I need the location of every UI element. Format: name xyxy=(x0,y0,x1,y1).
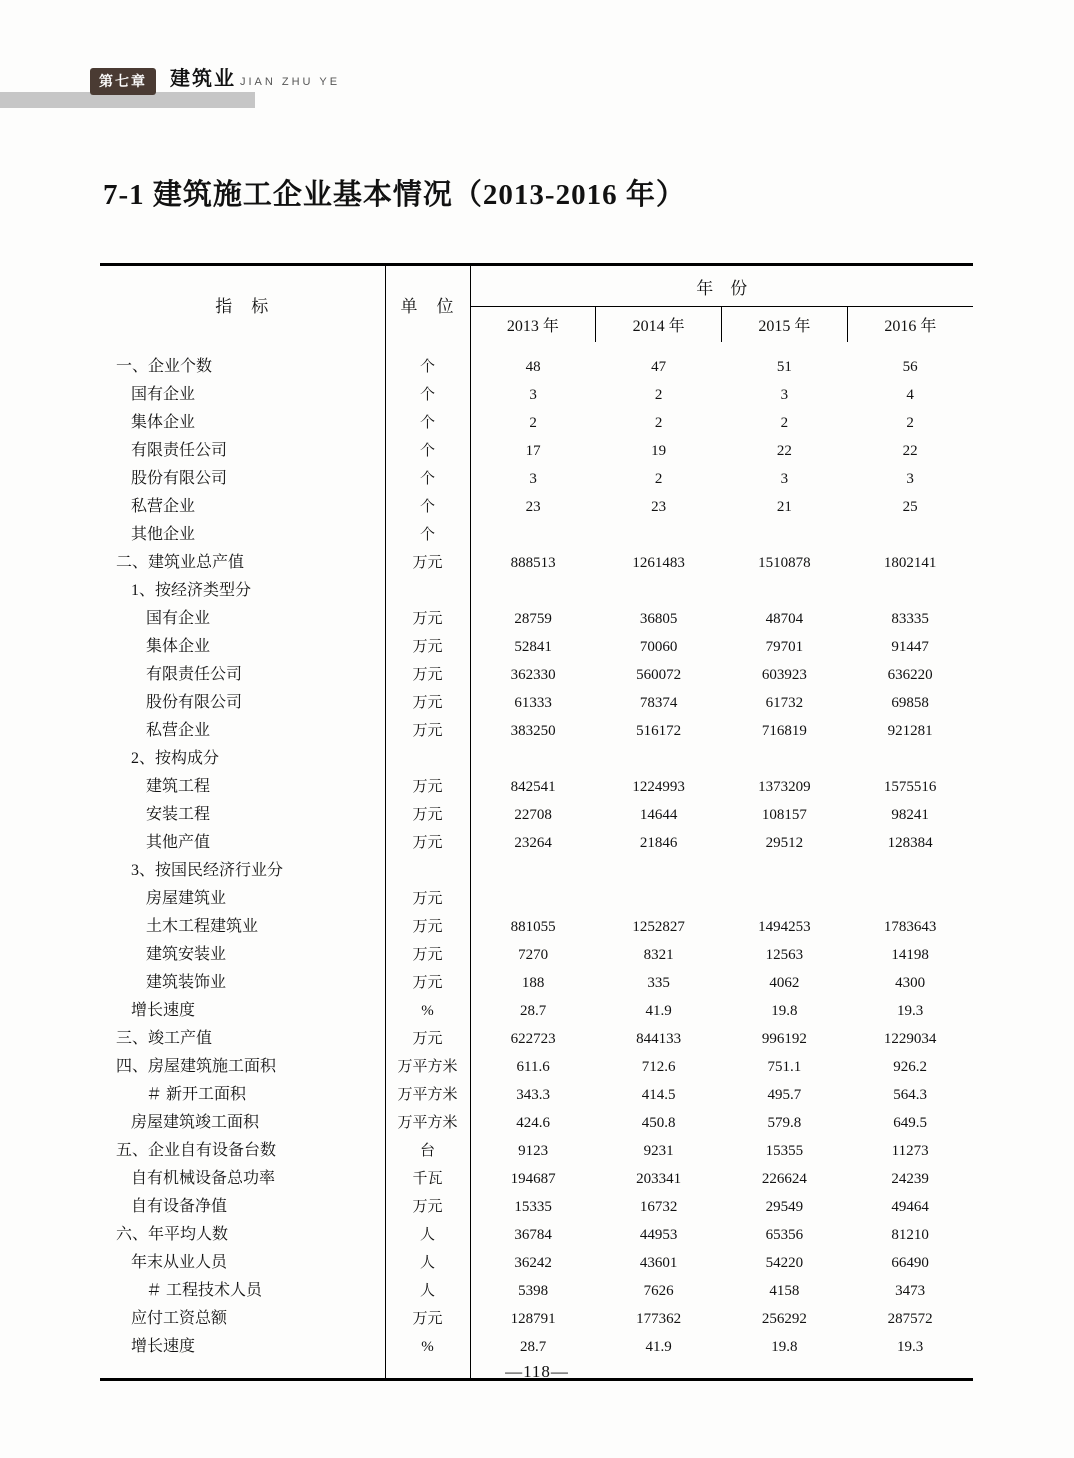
indicator-cell: 二、建筑业总产值 xyxy=(100,549,385,577)
value-cell-2014: 47 xyxy=(651,359,667,375)
value-cell-2014: 43601 xyxy=(639,1255,678,1271)
value-cell-2014: 414.5 xyxy=(641,1087,676,1103)
indicator-cell: 建筑装饰业 xyxy=(100,969,385,997)
unit-cell: 万元 xyxy=(385,633,470,661)
statistics-table xyxy=(100,263,973,1381)
table-row xyxy=(100,1165,973,1193)
table-row xyxy=(100,717,973,745)
value-cell-2015: 21 xyxy=(776,499,792,515)
indicator-cell: 股份有限公司 xyxy=(100,465,385,493)
value-cell-2015: 12563 xyxy=(765,947,804,963)
value-cell-2016: 56 xyxy=(902,359,918,375)
unit-cell: 万元 xyxy=(385,549,470,577)
indicator-cell: 三、竣工产值 xyxy=(100,1025,385,1053)
indicator-cell: 应付工资总额 xyxy=(100,1305,385,1333)
value-cell-2016: 564.3 xyxy=(893,1087,927,1103)
unit-cell: 万元 xyxy=(385,1025,470,1053)
value-cell-2013: 28.7 xyxy=(520,1339,547,1355)
value-cell-2015: 1494253 xyxy=(758,919,811,935)
unit-cell: 万元 xyxy=(385,1193,470,1221)
indicator-cell: 私营企业 xyxy=(100,717,385,745)
table-row xyxy=(100,885,973,913)
indicator-cell: 建筑工程 xyxy=(100,773,385,801)
value-cell-2013: 3 xyxy=(529,471,537,487)
indicator-cell: 3、按国民经济行业分 xyxy=(100,857,385,885)
value-cell-2013 xyxy=(470,521,596,549)
value-cell-2014: 16732 xyxy=(639,1199,678,1215)
value-cell-2014: 70060 xyxy=(639,639,678,655)
table-row xyxy=(100,493,973,521)
value-cell-2014: 44953 xyxy=(639,1227,678,1243)
unit-cell: 千瓦 xyxy=(385,1165,470,1193)
value-cell-2013: 3 xyxy=(529,387,537,403)
unit-cell: % xyxy=(385,1333,470,1380)
value-cell-2015 xyxy=(722,885,848,913)
value-cell-2016: 98241 xyxy=(891,807,929,823)
unit-cell: 万元 xyxy=(385,661,470,689)
value-cell-2015: 48704 xyxy=(765,611,804,627)
value-cell-2013: 17 xyxy=(525,443,541,459)
indicator-cell: 其他产值 xyxy=(100,829,385,857)
value-cell-2016: 3473 xyxy=(895,1283,926,1299)
unit-cell: 个 xyxy=(385,437,470,465)
value-cell-2015: 2 xyxy=(780,415,789,431)
value-cell-2014: 78374 xyxy=(639,695,678,711)
value-cell-2014 xyxy=(596,857,722,885)
unit-cell: 万元 xyxy=(385,1305,470,1333)
value-cell-2016: 11273 xyxy=(891,1143,929,1159)
value-cell-2015: 751.1 xyxy=(767,1059,802,1075)
value-cell-2016: 69858 xyxy=(891,695,929,711)
value-cell-2013: 61333 xyxy=(514,695,552,711)
indicator-cell: 一、企业个数 xyxy=(100,342,385,381)
table-row xyxy=(100,857,973,885)
value-cell-2013: 52841 xyxy=(514,639,552,655)
value-cell-2014: 21846 xyxy=(639,835,678,851)
unit-cell: 个 xyxy=(385,521,470,549)
value-cell-2014: 2 xyxy=(654,387,663,403)
unit-cell: 万元 xyxy=(385,689,470,717)
value-cell-2016: 22 xyxy=(902,443,918,459)
value-cell-2015: 15355 xyxy=(765,1143,804,1159)
value-cell-2014 xyxy=(596,745,722,773)
unit-cell: 万元 xyxy=(385,773,470,801)
table-row xyxy=(100,465,973,493)
indicator-cell: 增长速度 xyxy=(100,997,385,1025)
value-cell-2014: 203341 xyxy=(636,1171,682,1187)
chapter-pinyin: JIAN ZHU YE xyxy=(240,76,341,88)
table-row xyxy=(100,1249,973,1277)
value-cell-2013: 7270 xyxy=(518,947,549,963)
indicator-cell: 安装工程 xyxy=(100,801,385,829)
value-cell-2015: 108157 xyxy=(761,807,807,823)
value-cell-2014: 335 xyxy=(647,975,670,991)
table-row xyxy=(100,969,973,997)
table-row xyxy=(100,1221,973,1249)
value-cell-2013: 881055 xyxy=(510,919,556,935)
value-cell-2015 xyxy=(722,521,848,549)
indicator-cell: 集体企业 xyxy=(100,633,385,661)
table-body xyxy=(100,342,973,1380)
value-cell-2014: 450.8 xyxy=(641,1115,676,1131)
unit-cell: 万元 xyxy=(385,829,470,857)
value-cell-2015: 226624 xyxy=(761,1171,807,1187)
year-header-2014: 2014 年 xyxy=(596,307,722,343)
indicator-cell: 私营企业 xyxy=(100,493,385,521)
value-cell-2013: 22708 xyxy=(514,807,552,823)
value-cell-2014: 41.9 xyxy=(645,1339,672,1355)
table-row xyxy=(100,1109,973,1137)
indicator-cell: 2、按构成分 xyxy=(100,745,385,773)
table-row xyxy=(100,1305,973,1333)
unit-cell: 万平方米 xyxy=(385,1109,470,1137)
value-cell-2016: 81210 xyxy=(891,1227,929,1243)
value-cell-2016: 3 xyxy=(906,471,914,487)
value-cell-2013: 5398 xyxy=(518,1283,549,1299)
value-cell-2014: 516172 xyxy=(636,723,682,739)
value-cell-2016: 926.2 xyxy=(893,1059,927,1075)
unit-cell: 个 xyxy=(385,493,470,521)
unit-cell: 万元 xyxy=(385,885,470,913)
indicator-cell: 房屋建筑竣工面积 xyxy=(100,1109,385,1137)
unit-cell: 万元 xyxy=(385,605,470,633)
indicator-cell: 房屋建筑业 xyxy=(100,885,385,913)
value-cell-2014: 712.6 xyxy=(641,1059,676,1075)
table-row xyxy=(100,997,973,1025)
indicator-cell: 集体企业 xyxy=(100,409,385,437)
value-cell-2013 xyxy=(470,745,596,773)
year-header-2013: 2013 年 xyxy=(506,318,559,335)
value-cell-2016: 49464 xyxy=(891,1199,929,1215)
value-cell-2016 xyxy=(847,857,973,885)
value-cell-2016: 24239 xyxy=(891,1171,929,1187)
value-cell-2016: 1783643 xyxy=(883,919,937,935)
value-cell-2013 xyxy=(470,577,596,605)
value-cell-2016: 14198 xyxy=(891,947,929,963)
value-cell-2015: 3 xyxy=(780,471,789,487)
indicator-cell: ＃ 工程技术人员 xyxy=(100,1277,385,1305)
value-cell-2016: 1229034 xyxy=(883,1031,937,1047)
unit-cell: 个 xyxy=(385,409,470,437)
table-row xyxy=(100,745,973,773)
table-row xyxy=(100,437,973,465)
indicator-cell: 其他企业 xyxy=(100,521,385,549)
value-cell-2013: 362330 xyxy=(510,667,556,683)
value-cell-2015: 495.7 xyxy=(767,1087,802,1103)
value-cell-2014: 23 xyxy=(651,499,667,515)
value-cell-2014 xyxy=(596,577,722,605)
unit-cell xyxy=(385,857,470,885)
chapter-titles xyxy=(170,68,340,90)
value-cell-2014: 2 xyxy=(654,471,663,487)
value-cell-2016: 649.5 xyxy=(893,1115,927,1131)
value-cell-2016: 1575516 xyxy=(883,779,937,795)
value-cell-2014: 177362 xyxy=(636,1311,682,1327)
value-cell-2013: 36242 xyxy=(514,1255,552,1271)
value-cell-2015: 716819 xyxy=(761,723,807,739)
value-cell-2016: 4 xyxy=(906,387,914,403)
unit-cell: 人 xyxy=(385,1277,470,1305)
value-cell-2014: 844133 xyxy=(636,1031,682,1047)
value-cell-2016: 25 xyxy=(902,499,918,515)
value-cell-2013: 343.3 xyxy=(516,1087,550,1103)
indicator-cell: 五、企业自有设备台数 xyxy=(100,1137,385,1165)
value-cell-2015: 22 xyxy=(776,443,792,459)
indicator-cell: 增长速度 xyxy=(100,1333,385,1380)
indicator-cell: 自有设备净值 xyxy=(100,1193,385,1221)
year-group-header: 年 份 xyxy=(470,265,973,307)
table-row xyxy=(100,381,973,409)
value-cell-2013: 622723 xyxy=(510,1031,556,1047)
value-cell-2014: 9231 xyxy=(643,1143,674,1159)
table-row xyxy=(100,1193,973,1221)
table-row xyxy=(100,605,973,633)
value-cell-2013: 36784 xyxy=(514,1227,552,1243)
table-row xyxy=(100,941,973,969)
page-title: 7-1 建筑施工企业基本情况（2013-2016 年） xyxy=(103,179,686,211)
table-row xyxy=(100,1277,973,1305)
indicator-cell: 六、年平均人数 xyxy=(100,1221,385,1249)
indicator-cell: 有限责任公司 xyxy=(100,661,385,689)
value-cell-2013: 128791 xyxy=(510,1311,556,1327)
value-cell-2015: 1510878 xyxy=(758,555,811,571)
table-row xyxy=(100,829,973,857)
table-row xyxy=(100,342,973,381)
value-cell-2013 xyxy=(470,857,596,885)
year-header-2015: 2015 年 xyxy=(722,307,848,343)
year-header-2016: 2016 年 xyxy=(847,307,973,343)
indicator-cell: ＃ 新开工面积 xyxy=(100,1081,385,1109)
value-cell-2013: 842541 xyxy=(510,779,556,795)
value-cell-2015: 19.8 xyxy=(771,1003,798,1019)
indicator-cell: 国有企业 xyxy=(100,381,385,409)
indicator-cell: 自有机械设备总功率 xyxy=(100,1165,385,1193)
value-cell-2013: 23264 xyxy=(514,835,552,851)
page-number: —118— xyxy=(505,1362,569,1381)
value-cell-2016: 636220 xyxy=(887,667,933,683)
value-cell-2016: 91447 xyxy=(891,639,929,655)
value-cell-2015 xyxy=(722,745,848,773)
value-cell-2014: 1252827 xyxy=(632,919,685,935)
table-row xyxy=(100,409,973,437)
unit-cell: 万元 xyxy=(385,717,470,745)
value-cell-2015: 4158 xyxy=(769,1283,800,1299)
value-cell-2016: 921281 xyxy=(887,723,933,739)
value-cell-2016: 19.3 xyxy=(897,1003,924,1019)
chapter-title: 建筑业 xyxy=(170,68,236,90)
value-cell-2013 xyxy=(470,885,596,913)
indicator-cell: 年末从业人员 xyxy=(100,1249,385,1277)
value-cell-2016: 1802141 xyxy=(883,555,937,571)
table-row xyxy=(100,661,973,689)
value-cell-2015: 19.8 xyxy=(771,1339,798,1355)
value-cell-2016: 287572 xyxy=(887,1311,933,1327)
table-row xyxy=(100,1137,973,1165)
value-cell-2013: 28.7 xyxy=(520,1003,547,1019)
unit-cell: 万平方米 xyxy=(385,1053,470,1081)
indicator-cell: 1、按经济类型分 xyxy=(100,577,385,605)
indicator-cell: 土木工程建筑业 xyxy=(100,913,385,941)
value-cell-2013: 2 xyxy=(529,415,537,431)
value-cell-2016 xyxy=(847,745,973,773)
unit-cell: 万元 xyxy=(385,913,470,941)
value-cell-2013: 383250 xyxy=(510,723,556,739)
value-cell-2014: 1261483 xyxy=(632,555,685,571)
value-cell-2016: 128384 xyxy=(887,835,933,851)
unit-cell: 人 xyxy=(385,1249,470,1277)
value-cell-2015: 579.8 xyxy=(767,1115,802,1131)
table-row xyxy=(100,913,973,941)
value-cell-2014: 36805 xyxy=(639,611,678,627)
table-row xyxy=(100,801,973,829)
unit-cell: 万元 xyxy=(385,801,470,829)
value-cell-2014: 7626 xyxy=(643,1283,674,1299)
value-cell-2015 xyxy=(722,577,848,605)
indicator-cell: 股份有限公司 xyxy=(100,689,385,717)
table-header xyxy=(100,265,973,343)
chapter-badge: 第七章 xyxy=(90,68,156,95)
value-cell-2014: 8321 xyxy=(643,947,674,963)
indicator-cell: 建筑安装业 xyxy=(100,941,385,969)
unit-cell: 台 xyxy=(385,1137,470,1165)
value-cell-2013: 194687 xyxy=(510,1171,556,1187)
value-cell-2013: 611.6 xyxy=(516,1059,550,1075)
table-row xyxy=(100,1025,973,1053)
value-cell-2015: 79701 xyxy=(765,639,804,655)
value-cell-2015 xyxy=(722,857,848,885)
indicator-cell: 四、房屋建筑施工面积 xyxy=(100,1053,385,1081)
value-cell-2014: 2 xyxy=(654,415,663,431)
unit-cell: 万元 xyxy=(385,969,470,997)
value-cell-2016: 2 xyxy=(906,415,914,431)
value-cell-2013: 15335 xyxy=(514,1199,552,1215)
value-cell-2013: 28759 xyxy=(514,611,552,627)
value-cell-2016 xyxy=(847,521,973,549)
table-row xyxy=(100,773,973,801)
table-row xyxy=(100,633,973,661)
value-cell-2016: 19.3 xyxy=(897,1339,924,1355)
value-cell-2013: 48 xyxy=(525,359,541,375)
table-row xyxy=(100,1081,973,1109)
value-cell-2015: 54220 xyxy=(765,1255,804,1271)
unit-cell: 个 xyxy=(385,342,470,381)
value-cell-2015: 51 xyxy=(776,359,792,375)
unit-cell: 个 xyxy=(385,381,470,409)
unit-cell xyxy=(385,577,470,605)
value-cell-2015: 996192 xyxy=(761,1031,807,1047)
value-cell-2013: 9123 xyxy=(518,1143,549,1159)
unit-cell: 万平方米 xyxy=(385,1081,470,1109)
value-cell-2016: 83335 xyxy=(891,611,929,627)
value-cell-2015: 61732 xyxy=(765,695,804,711)
indicator-cell: 有限责任公司 xyxy=(100,437,385,465)
table-row xyxy=(100,689,973,717)
value-cell-2015: 4062 xyxy=(769,975,800,991)
value-cell-2014: 19 xyxy=(651,443,667,459)
value-cell-2014: 560072 xyxy=(636,667,682,683)
value-cell-2016 xyxy=(847,577,973,605)
value-cell-2014 xyxy=(596,885,722,913)
value-cell-2013: 23 xyxy=(525,499,541,515)
value-cell-2016: 4300 xyxy=(895,975,926,991)
value-cell-2014: 1224993 xyxy=(632,779,685,795)
value-cell-2014: 41.9 xyxy=(645,1003,672,1019)
value-cell-2015: 1373209 xyxy=(758,779,811,795)
value-cell-2016 xyxy=(847,885,973,913)
unit-cell xyxy=(385,745,470,773)
value-cell-2015: 65356 xyxy=(765,1227,804,1243)
table-row xyxy=(100,521,973,549)
value-cell-2013: 188 xyxy=(521,975,545,991)
value-cell-2014: 14644 xyxy=(639,807,678,823)
value-cell-2015: 29512 xyxy=(765,835,804,851)
table-row xyxy=(100,1053,973,1081)
chapter-header xyxy=(90,68,340,95)
value-cell-2016: 66490 xyxy=(891,1255,929,1271)
unit-cell: 个 xyxy=(385,465,470,493)
unit-cell: % xyxy=(385,997,470,1025)
unit-cell: 人 xyxy=(385,1221,470,1249)
value-cell-2015: 3 xyxy=(780,387,789,403)
value-cell-2015: 29549 xyxy=(765,1199,804,1215)
value-cell-2014 xyxy=(596,521,722,549)
unit-cell: 万元 xyxy=(385,941,470,969)
value-cell-2015: 256292 xyxy=(761,1311,807,1327)
unit-header: 单 位 xyxy=(385,265,470,343)
table-row xyxy=(100,577,973,605)
indicator-cell: 国有企业 xyxy=(100,605,385,633)
value-cell-2013: 888513 xyxy=(510,555,556,571)
value-cell-2015: 603923 xyxy=(761,667,807,683)
table-row xyxy=(100,549,973,577)
indicator-header: 指 标 xyxy=(100,265,385,343)
value-cell-2013: 424.6 xyxy=(516,1115,550,1131)
